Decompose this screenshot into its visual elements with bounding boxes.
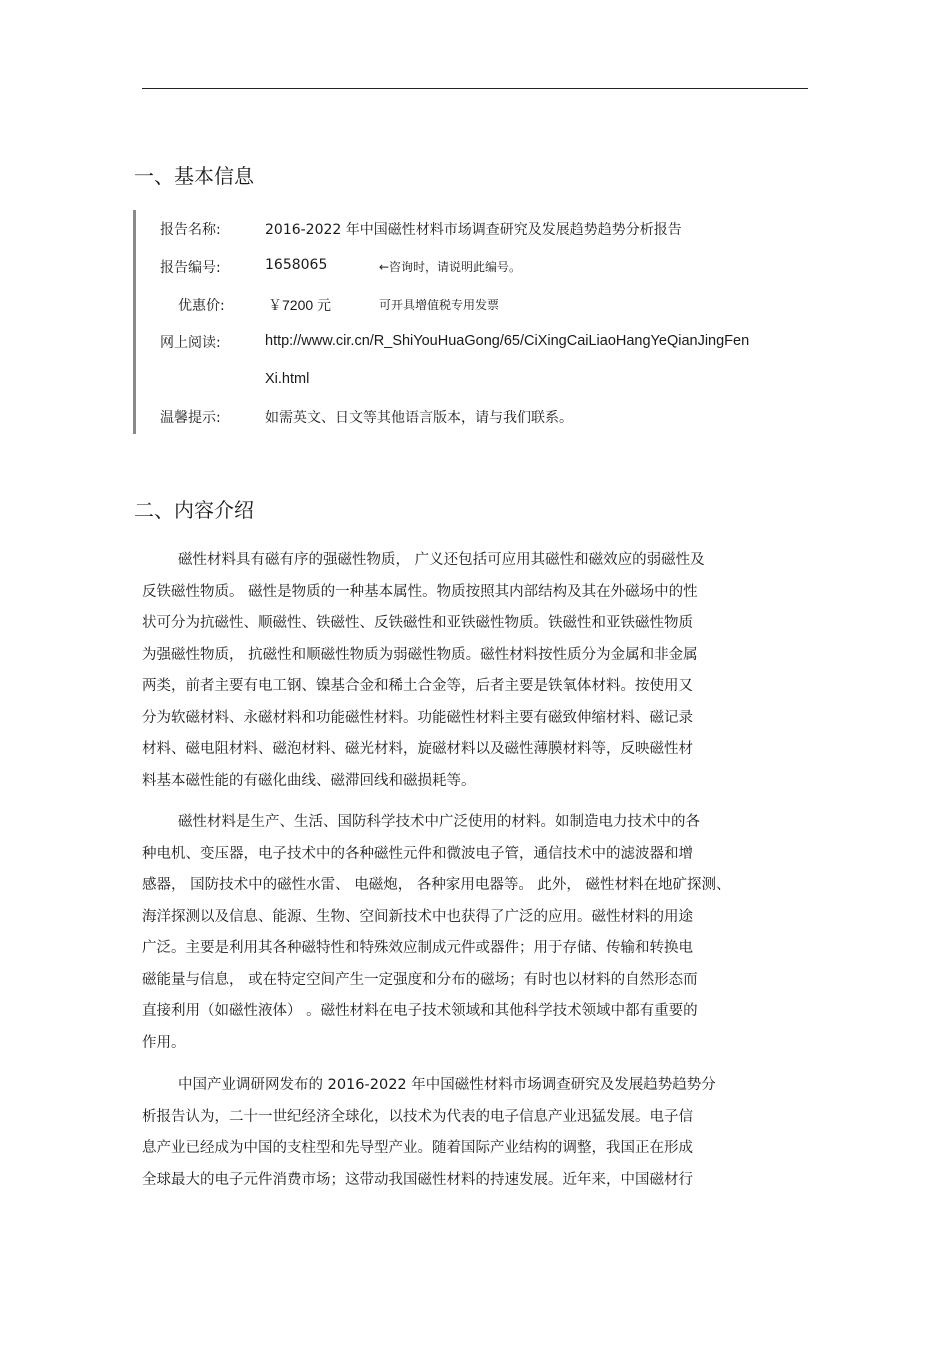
price-label: 优惠价: — [178, 298, 225, 314]
report-name-value: 2016-2022 年中国磁性材料市场调查研究及发展趋势趋势分析报告 — [265, 222, 682, 238]
text-line: 种电机、变压器，电子技术中的各种磁性元件和微波电子管，通信技术中的滤波器和增 — [142, 845, 693, 862]
text-line: 中国产业调研网发布的 2016-2022 年中国磁性材料市场调查研究及发展趋势趋势分 — [178, 1077, 716, 1093]
online-read-label: 网上阅读: — [160, 335, 221, 351]
text-line: 料基本磁性能的有磁化曲线、磁滞回线和磁损耗等。 — [142, 772, 476, 789]
text-line: 作用。 — [142, 1034, 186, 1051]
report-code-value: 1658065 — [265, 257, 328, 273]
text-line: 磁能量与信息， 或在特定空间产生一定强度和分布的磁场；有时也以材料的自然形态而 — [142, 971, 698, 988]
text-line: 状可分为抗磁性、顺磁性、铁磁性、反铁磁性和亚铁磁性物质。铁磁性和亚铁磁性物质 — [142, 615, 693, 631]
text-line: 磁性材料是生产、生活、国防科学技术中广泛使用的材料。如制造电力技术中的各 — [178, 814, 700, 830]
text-line: 海洋探测以及信息、能源、生物、空间新技术中也获得了广泛的应用。磁性材料的用途 — [142, 908, 693, 925]
text-line: 感器， 国防技术中的磁性水雷、 电磁炮， 各种家用电器等。 此外， 磁性材料在地矿探测、 — [142, 877, 731, 893]
tip-value: 如需英文、日文等其他语言版本，请与我们联系。 — [265, 410, 573, 426]
price-value: ￥7200 元 — [268, 297, 332, 313]
text-line: 反铁磁性物质。 磁性是物质的一种基本属性。物质按照其内部结构及其在外磁场中的性 — [142, 583, 698, 600]
online-read-link[interactable]: http://www.cir.cn/R_ShiYouHuaGong/65/CiXingCaiLiaoHangYeQianJingFen — [265, 333, 750, 349]
text-line: 全球最大的电子元件消费市场；这带动我国磁性材料的持速发展。近年来，中国磁材行 — [142, 1171, 693, 1188]
text-line: 广泛。主要是利用其各种磁特性和特殊效应制成元件或器件；用于存储、传输和转换电 — [142, 940, 693, 956]
report-code-note: ←咨询时，请说明此编号。 — [379, 260, 522, 274]
text-line: 析报告认为，二十一世纪经济全球化，以技术为代表的电子信息产业迅猛发展。电子信 — [142, 1108, 693, 1125]
text-line: 为强磁性物质， 抗磁性和顺磁性物质为弱磁性物质。磁性材料按性质分为金属和非金属 — [142, 646, 698, 663]
info-block-bar — [133, 210, 136, 434]
report-code-label: 报告编号: — [160, 260, 221, 276]
section-title-content-intro: 二、内容介绍 — [134, 498, 254, 522]
report-name-label: 报告名称: — [160, 222, 221, 238]
tip-label: 温馨提示: — [160, 410, 221, 426]
text-line: 材料、磁电阻材料、磁泡材料、磁光材料，旋磁材料以及磁性薄膜材料等，反映磁性材 — [142, 741, 693, 757]
online-read-link-cont[interactable]: Xi.html — [265, 371, 310, 387]
text-line: 磁性材料具有磁有序的强磁性物质， 广义还包括可应用其磁性和磁效应的弱磁性及 — [178, 552, 705, 568]
price-note: 可开具增值税专用发票 — [379, 298, 500, 312]
section-title-basic-info: 一、基本信息 — [134, 164, 254, 188]
text-line: 分为软磁材料、永磁材料和功能磁性材料。功能磁性材料主要有磁致伸缩材料、磁记录 — [142, 709, 693, 726]
text-line: 两类，前者主要有电工钢、镍基合金和稀土合金等，后者主要是铁氧体材料。按使用又 — [142, 678, 693, 694]
header-rule — [142, 88, 808, 89]
text-line: 息产业已经成为中国的支柱型和先导型产业。随着国际产业结构的调整，我国正在形成 — [142, 1140, 693, 1156]
text-line: 直接利用（如磁性液体） 。磁性材料在电子技术领域和其他科学技术领域中都有重要的 — [142, 1003, 698, 1019]
